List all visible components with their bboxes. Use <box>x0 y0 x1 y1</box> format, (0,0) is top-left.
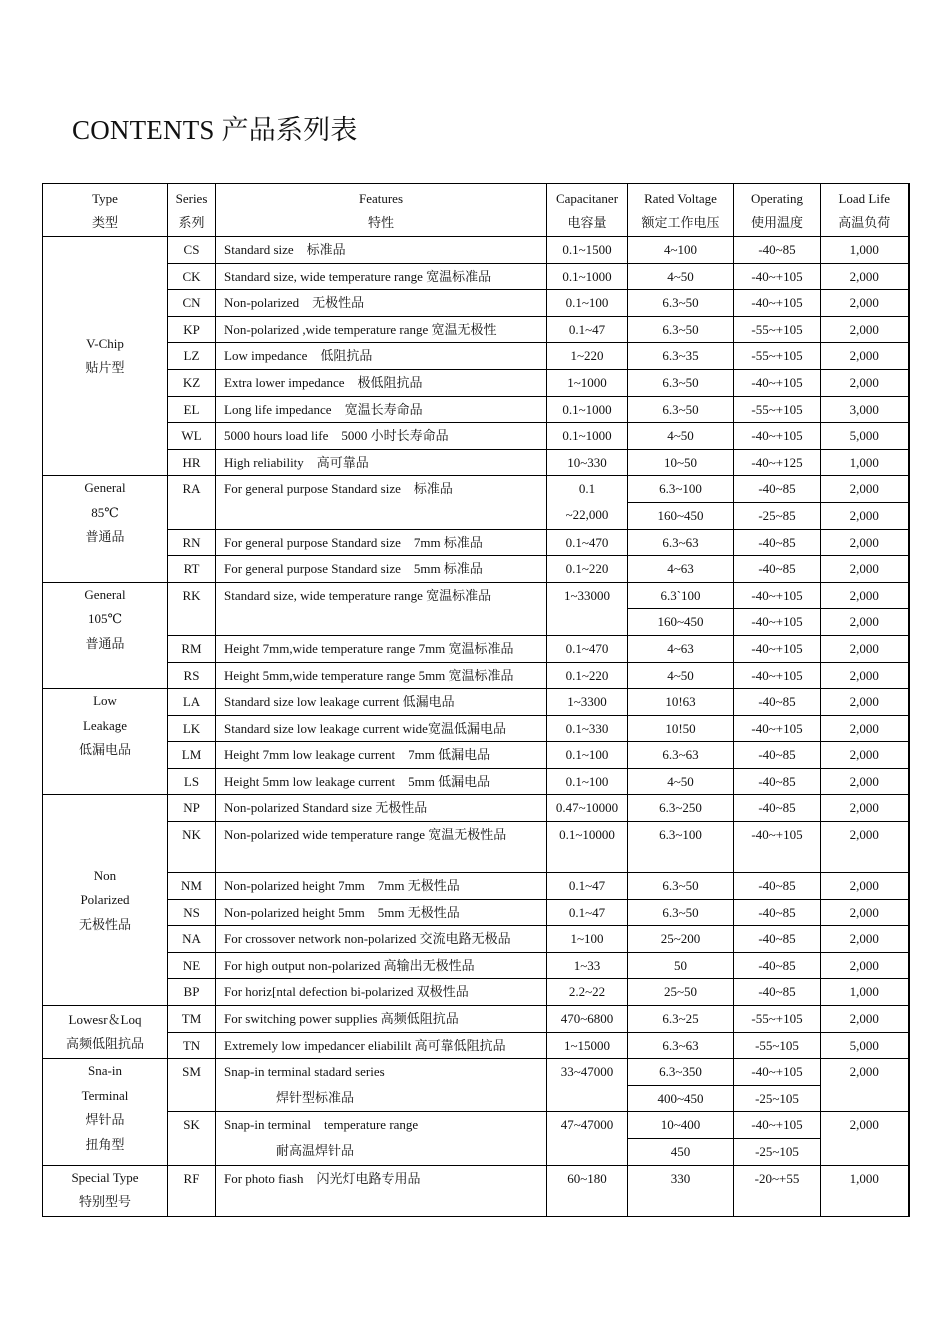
load-life-cell: 2,000 <box>821 1112 909 1165</box>
load-life-cell: 2,000 <box>821 952 909 979</box>
load-life-cell: 1,000 <box>821 449 909 476</box>
load-life-cell: 2,000 <box>821 795 909 822</box>
load-life-cell: 2,000 <box>821 556 909 583</box>
temperature-cell: -40~+105 <box>734 582 821 609</box>
temperature-cell: -40~+105 <box>734 635 821 662</box>
table-row <box>43 290 909 317</box>
voltage-cell: 6.3~50 <box>628 290 734 317</box>
temperature-cell: -40~85 <box>734 237 821 264</box>
table-row <box>43 822 909 873</box>
voltage-cell: 4~50 <box>628 768 734 795</box>
table-row <box>43 662 909 689</box>
temperature-cell: -40~85 <box>734 689 821 716</box>
load-life-cell: 2,000 <box>821 529 909 556</box>
series-code: RS <box>168 662 216 689</box>
features-cell: Non-polarized 无极性品 <box>216 290 547 317</box>
temperature-cell: -40~+105 <box>734 609 821 636</box>
temperature-cell: -40~85 <box>734 952 821 979</box>
load-life-cell: 2,000 <box>821 609 909 636</box>
table-row <box>43 979 909 1006</box>
capacitance-cell: 0.1~1500 <box>547 237 628 264</box>
features-cell: Height 7mm low leakage current 7mm 低漏电品 <box>216 742 547 769</box>
table-row <box>43 237 909 264</box>
temperature-cell: -20~+55 <box>734 1165 821 1216</box>
voltage-cell: 6.3~250 <box>628 795 734 822</box>
table-row <box>43 263 909 290</box>
table-row <box>43 369 909 396</box>
temperature-cell: -55~+105 <box>734 396 821 423</box>
features-cell: Non-polarized Standard size 无极性品 <box>216 795 547 822</box>
load-life-cell: 2,000 <box>821 316 909 343</box>
table-row <box>43 715 909 742</box>
features-cell: Extra lower impedance 极低阻抗品 <box>216 369 547 396</box>
series-code: NM <box>168 873 216 900</box>
load-life-cell: 1,000 <box>821 979 909 1006</box>
voltage-cell: 6.3~63 <box>628 1032 734 1059</box>
features-cell: Extremely low impedancer eliabililt 高可靠低阻抗品 <box>216 1032 547 1059</box>
series-code: RF <box>168 1165 216 1216</box>
series-code: HR <box>168 449 216 476</box>
voltage-cell: 450 <box>628 1139 734 1166</box>
temperature-cell: -55~105 <box>734 1032 821 1059</box>
features-cell: Long life impedance 宽温长寿命品 <box>216 396 547 423</box>
capacitance-cell: 1~15000 <box>547 1032 628 1059</box>
voltage-cell: 160~450 <box>628 609 734 636</box>
temperature-cell: -55~+105 <box>734 1006 821 1033</box>
load-life-cell: 2,000 <box>821 1059 909 1112</box>
voltage-cell: 10~400 <box>628 1112 734 1139</box>
voltage-cell: 50 <box>628 952 734 979</box>
series-code: KP <box>168 316 216 343</box>
voltage-cell: 6.3~100 <box>628 476 734 503</box>
voltage-cell: 6.3~50 <box>628 396 734 423</box>
series-code: NK <box>168 822 216 873</box>
series-code: TN <box>168 1032 216 1059</box>
load-life-cell: 2,000 <box>821 742 909 769</box>
table-row <box>43 1006 909 1033</box>
header-operating-temp: Operating 使用温度 <box>734 184 821 237</box>
capacitance-cell: 0.1 ~22,000 <box>547 476 628 529</box>
load-life-cell: 2,000 <box>821 873 909 900</box>
temperature-cell: -25~105 <box>734 1085 821 1112</box>
features-cell: For switching power supplies 高频低阻抗品 <box>216 1006 547 1033</box>
voltage-cell: 4~63 <box>628 635 734 662</box>
table-row <box>43 396 909 423</box>
series-code: NS <box>168 899 216 926</box>
series-code: WL <box>168 423 216 450</box>
table-row <box>43 742 909 769</box>
series-code: RM <box>168 635 216 662</box>
load-life-cell: 2,000 <box>821 369 909 396</box>
voltage-cell: 6.3~50 <box>628 899 734 926</box>
temperature-cell: -40~+105 <box>734 263 821 290</box>
voltage-cell: 6.3`100 <box>628 582 734 609</box>
series-code: SM <box>168 1059 216 1112</box>
table-row <box>43 952 909 979</box>
series-code: CS <box>168 237 216 264</box>
temperature-cell: -40~+105 <box>734 822 821 873</box>
features-cell: High reliability 高可靠品 <box>216 449 547 476</box>
temperature-cell: -40~85 <box>734 476 821 503</box>
table-row <box>43 316 909 343</box>
features-cell: Snap-in terminal stadard series 焊针型标准品 <box>216 1059 547 1112</box>
series-code: TM <box>168 1006 216 1033</box>
voltage-cell: 10~50 <box>628 449 734 476</box>
features-cell: 5000 hours load life 5000 小时长寿命品 <box>216 423 547 450</box>
capacitance-cell: 1~33 <box>547 952 628 979</box>
table-row <box>43 476 909 503</box>
temperature-cell: -55~+105 <box>734 316 821 343</box>
load-life-cell: 2,000 <box>821 502 909 529</box>
load-life-cell: 2,000 <box>821 476 909 503</box>
series-code: EL <box>168 396 216 423</box>
capacitance-cell: 1~100 <box>547 926 628 953</box>
contents-table <box>42 183 910 1217</box>
features-cell: For general purpose Standard size 5mm 标准品 <box>216 556 547 583</box>
table-row <box>43 582 909 609</box>
temperature-cell: -40~85 <box>734 556 821 583</box>
table-row <box>43 1059 909 1086</box>
voltage-cell: 25~50 <box>628 979 734 1006</box>
type-cell: Low Leakage 低漏电品 <box>43 689 168 795</box>
table-row <box>43 1112 909 1139</box>
series-code: LM <box>168 742 216 769</box>
type-cell: Lowesr＆Loq 高频低阻抗品 <box>43 1006 168 1059</box>
load-life-cell: 2,000 <box>821 899 909 926</box>
voltage-cell: 25~200 <box>628 926 734 953</box>
series-code: RK <box>168 582 216 635</box>
table-row <box>43 873 909 900</box>
temperature-cell: -40~+105 <box>734 1059 821 1086</box>
load-life-cell: 2,000 <box>821 822 909 873</box>
capacitance-cell: 0.1~1000 <box>547 263 628 290</box>
load-life-cell: 2,000 <box>821 263 909 290</box>
type-cell: General 105℃ 普通品 <box>43 582 168 688</box>
capacitance-cell: 0.1~47 <box>547 316 628 343</box>
type-cell: V-Chip 贴片型 <box>43 237 168 476</box>
series-code: LZ <box>168 343 216 370</box>
table-row <box>43 343 909 370</box>
capacitance-cell: 0.47~10000 <box>547 795 628 822</box>
header-features: Features 特性 <box>216 184 547 237</box>
capacitance-cell: 60~180 <box>547 1165 628 1216</box>
table-row <box>43 689 909 716</box>
load-life-cell: 3,000 <box>821 396 909 423</box>
capacitance-cell: 1~220 <box>547 343 628 370</box>
features-cell: Non-polarized height 5mm 5mm 无极性品 <box>216 899 547 926</box>
temperature-cell: -40~85 <box>734 768 821 795</box>
features-cell: Low impedance 低阻抗品 <box>216 343 547 370</box>
temperature-cell: -40~85 <box>734 926 821 953</box>
table-row <box>43 449 909 476</box>
voltage-cell: 4~50 <box>628 263 734 290</box>
table-row <box>43 926 909 953</box>
features-cell: For crossover network non-polarized 交流电路无极品 <box>216 926 547 953</box>
table-row <box>43 795 909 822</box>
series-code: CK <box>168 263 216 290</box>
features-cell: Snap-in terminal temperature range 耐高温焊针品 <box>216 1112 547 1165</box>
header-type: Type 类型 <box>43 184 168 237</box>
features-cell: Standard size, wide temperature range 宽温标准品 <box>216 582 547 635</box>
voltage-cell: 160~450 <box>628 502 734 529</box>
capacitance-cell: 2.2~22 <box>547 979 628 1006</box>
load-life-cell: 2,000 <box>821 689 909 716</box>
capacitance-cell: 47~47000 <box>547 1112 628 1165</box>
features-cell: Height 5mm,wide temperature range 5mm 宽温标准品 <box>216 662 547 689</box>
series-code: LK <box>168 715 216 742</box>
table-row <box>43 635 909 662</box>
capacitance-cell: 0.1~470 <box>547 635 628 662</box>
voltage-cell: 6.3~63 <box>628 742 734 769</box>
features-cell: Height 5mm low leakage current 5mm 低漏电品 <box>216 768 547 795</box>
header-row <box>43 184 909 237</box>
features-cell: For high output non-polarized 高输出无极性品 <box>216 952 547 979</box>
capacitance-cell: 0.1~10000 <box>547 822 628 873</box>
temperature-cell: -40~+105 <box>734 423 821 450</box>
voltage-cell: 4~50 <box>628 423 734 450</box>
series-code: RN <box>168 529 216 556</box>
voltage-cell: 6.3~35 <box>628 343 734 370</box>
temperature-cell: -40~85 <box>734 529 821 556</box>
features-cell: Non-polarized wide temperature range 宽温无极性品 <box>216 822 547 873</box>
temperature-cell: -55~+105 <box>734 343 821 370</box>
table-row <box>43 529 909 556</box>
header-load-life: Load Life 高温负荷 <box>821 184 909 237</box>
load-life-cell: 5,000 <box>821 1032 909 1059</box>
header-rated-voltage: Rated Voltage 额定工作电压 <box>628 184 734 237</box>
type-cell: Sna-in Terminal 焊针品 扭角型 <box>43 1059 168 1165</box>
voltage-cell: 6.3~50 <box>628 369 734 396</box>
table-row <box>43 1032 909 1059</box>
load-life-cell: 2,000 <box>821 662 909 689</box>
temperature-cell: -40~85 <box>734 742 821 769</box>
voltage-cell: 330 <box>628 1165 734 1216</box>
series-code: BP <box>168 979 216 1006</box>
capacitance-cell: 0.1~47 <box>547 899 628 926</box>
capacitance-cell: 1~33000 <box>547 582 628 635</box>
capacitance-cell: 0.1~1000 <box>547 396 628 423</box>
voltage-cell: 4~100 <box>628 237 734 264</box>
load-life-cell: 2,000 <box>821 926 909 953</box>
series-code: NA <box>168 926 216 953</box>
load-life-cell: 5,000 <box>821 423 909 450</box>
load-life-cell: 2,000 <box>821 715 909 742</box>
temperature-cell: -40~85 <box>734 899 821 926</box>
table-row <box>43 556 909 583</box>
temperature-cell: -40~+105 <box>734 369 821 396</box>
load-life-cell: 2,000 <box>821 343 909 370</box>
capacitance-cell: 1~3300 <box>547 689 628 716</box>
features-cell: For general purpose Standard size 标准品 <box>216 476 547 529</box>
temperature-cell: -25~105 <box>734 1139 821 1166</box>
table-row <box>43 423 909 450</box>
features-cell: Non-polarized height 7mm 7mm 无极性品 <box>216 873 547 900</box>
page-title: CONTENTS 产品系列表 <box>72 115 358 145</box>
features-cell: Standard size 标准品 <box>216 237 547 264</box>
voltage-cell: 6.3~50 <box>628 873 734 900</box>
header-capacitance: Capacitaner 电容量 <box>547 184 628 237</box>
series-code: NP <box>168 795 216 822</box>
temperature-cell: -40~+105 <box>734 290 821 317</box>
load-life-cell: 2,000 <box>821 1006 909 1033</box>
capacitance-cell: 0.1~100 <box>547 290 628 317</box>
voltage-cell: 6.3~350 <box>628 1059 734 1086</box>
features-cell: Standard size low leakage current 低漏电品 <box>216 689 547 716</box>
voltage-cell: 10!63 <box>628 689 734 716</box>
load-life-cell: 2,000 <box>821 582 909 609</box>
load-life-cell: 2,000 <box>821 290 909 317</box>
features-cell: For horiz[ntal defection bi-polarized 双极性品 <box>216 979 547 1006</box>
temperature-cell: -40~+105 <box>734 662 821 689</box>
temperature-cell: -40~+105 <box>734 715 821 742</box>
features-cell: Standard size low leakage current wide宽温低漏电品 <box>216 715 547 742</box>
load-life-cell: 2,000 <box>821 635 909 662</box>
capacitance-cell: 0.1~330 <box>547 715 628 742</box>
series-code: NE <box>168 952 216 979</box>
voltage-cell: 4~63 <box>628 556 734 583</box>
features-cell: Non-polarized ,wide temperature range 宽温无极性 <box>216 316 547 343</box>
capacitance-cell: 0.1~100 <box>547 768 628 795</box>
voltage-cell: 6.3~100 <box>628 822 734 873</box>
capacitance-cell: 470~6800 <box>547 1006 628 1033</box>
type-cell: General 85℃ 普通品 <box>43 476 168 582</box>
capacitance-cell: 0.1~220 <box>547 556 628 583</box>
type-cell: Non Polarized 无极性品 <box>43 795 168 1006</box>
capacitance-cell: 33~47000 <box>547 1059 628 1112</box>
capacitance-cell: 0.1~220 <box>547 662 628 689</box>
temperature-cell: -40~+105 <box>734 1112 821 1139</box>
table-row <box>43 1165 909 1216</box>
type-cell: Special Type 特别型号 <box>43 1165 168 1216</box>
voltage-cell: 6.3~63 <box>628 529 734 556</box>
capacitance-cell: 0.1~100 <box>547 742 628 769</box>
voltage-cell: 6.3~25 <box>628 1006 734 1033</box>
series-code: RA <box>168 476 216 529</box>
capacitance-cell: 0.1~1000 <box>547 423 628 450</box>
voltage-cell: 6.3~50 <box>628 316 734 343</box>
table-row <box>43 768 909 795</box>
capacitance-cell: 10~330 <box>547 449 628 476</box>
capacitance-cell: 1~1000 <box>547 369 628 396</box>
capacitance-cell: 0.1~47 <box>547 873 628 900</box>
temperature-cell: -40~85 <box>734 979 821 1006</box>
load-life-cell: 1,000 <box>821 237 909 264</box>
series-code: LS <box>168 768 216 795</box>
features-cell: Standard size, wide temperature range 宽温标准品 <box>216 263 547 290</box>
header-series: Series 系列 <box>168 184 216 237</box>
temperature-cell: -40~+125 <box>734 449 821 476</box>
series-code: LA <box>168 689 216 716</box>
temperature-cell: -40~85 <box>734 873 821 900</box>
series-code: KZ <box>168 369 216 396</box>
voltage-cell: 4~50 <box>628 662 734 689</box>
table-row <box>43 899 909 926</box>
load-life-cell: 2,000 <box>821 768 909 795</box>
features-cell: Height 7mm,wide temperature range 7mm 宽温标准品 <box>216 635 547 662</box>
load-life-cell: 1,000 <box>821 1165 909 1216</box>
series-code: CN <box>168 290 216 317</box>
features-cell: For general purpose Standard size 7mm 标准品 <box>216 529 547 556</box>
voltage-cell: 10!50 <box>628 715 734 742</box>
temperature-cell: -40~85 <box>734 795 821 822</box>
features-cell: For photo fiash 闪光灯电路专用品 <box>216 1165 547 1216</box>
capacitance-cell: 0.1~470 <box>547 529 628 556</box>
series-code: RT <box>168 556 216 583</box>
voltage-cell: 400~450 <box>628 1085 734 1112</box>
temperature-cell: -25~85 <box>734 502 821 529</box>
series-code: SK <box>168 1112 216 1165</box>
